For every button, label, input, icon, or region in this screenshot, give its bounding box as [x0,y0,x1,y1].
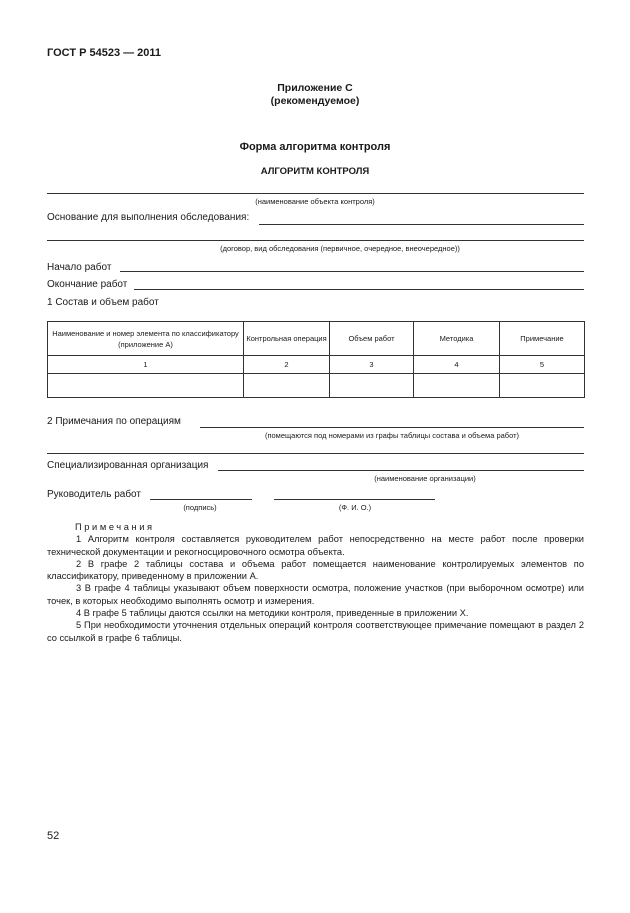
algorithm-title: АЛГОРИТМ КОНТРОЛЯ [260,166,370,177]
basis-line[interactable] [259,224,584,225]
appendix-subtitle: (рекомендуемое) [270,95,360,107]
notes-title: Примечания [75,522,155,532]
section2-line[interactable] [200,427,584,428]
table-header-cell: Примечание [500,322,585,356]
note-item: 5 При необходимости уточнения отдельных операций контроля соответствующее примечание помещают в раздел 2 со ссылкой в графе 6 таблицы. [47,620,584,643]
end-label: Окончание работ [47,279,128,290]
table-header-cell: Наименование и номер элемента по классификатору (приложение А) [48,322,244,356]
table-header-row [48,322,585,356]
table-number-cell: 1 [48,356,244,374]
table-cell[interactable] [330,374,414,398]
table-header-cell: Контрольная операция [244,322,330,356]
fio-caption: (Ф. И. О.) [338,503,372,512]
table-number-cell: 5 [500,356,585,374]
object-name-line[interactable] [47,193,584,194]
work-table [47,321,585,398]
table-number-cell: 4 [414,356,500,374]
section2-line-2[interactable] [47,453,584,454]
appendix-title: Приложение С [277,82,353,94]
note-item: 4 В графе 5 таблицы даются ссылки на методики контроля, приведенные в приложении Х. [76,608,469,619]
note-item: 3 В графе 4 таблицы указывают объем поверхности осмотра, положение участков (при выборочном осмотре) или точек, в которых необходимо выполнять осмотр и измерения. [47,583,584,606]
table-cell[interactable] [48,374,244,398]
form-title: Форма алгоритма контроля [239,141,391,153]
table-header-cell: Методика [414,322,500,356]
section2-label: 2 Примечания по операциям [47,416,181,427]
basis-line-2[interactable] [47,240,584,241]
table-number-cell: 2 [244,356,330,374]
table-cell[interactable] [244,374,330,398]
start-label: Начало работ [47,262,112,273]
contract-caption: (договор, вид обследования (первичное, очередное, внеочередное)) [220,244,460,253]
org-caption: (наименование организации) [374,474,476,483]
fio-line[interactable] [274,499,435,500]
standard-header: ГОСТ Р 54523 — 2011 [47,47,162,59]
page-number: 52 [47,830,60,842]
table-header-cell: Объем работ [330,322,414,356]
note-item: 2 В графе 2 таблицы состава и объема работ помещается наименование контролируемых элементов по классификатору, приведенному в приложении А. [47,558,584,582]
notes-block [47,521,584,644]
table-cell[interactable] [414,374,500,398]
table-cell[interactable] [500,374,585,398]
signature-line[interactable] [150,499,252,500]
section1-label: 1 Состав и объем работ [47,297,159,308]
table-number-cell: 3 [330,356,414,374]
signature-caption: (подпись) [183,503,217,512]
basis-label: Основание для выполнения обследования: [47,212,250,223]
object-caption: (наименование объекта контроля) [255,197,375,206]
end-line[interactable] [134,289,584,290]
note-item: 1 Алгоритм контроля составляется руководителем работ непосредственно на месте работ после проверки технической документации и рекогносцировочного осмотра объекта. [47,534,584,557]
section2-caption: (помещаются под номерами из графы таблицы состава и объема работ) [264,431,520,440]
org-label: Специализированная организация [47,460,209,471]
table-empty-row [48,374,585,398]
start-line[interactable] [120,271,584,272]
org-line[interactable] [218,470,584,471]
table-number-row [48,356,585,374]
head-label: Руководитель работ [47,489,141,500]
